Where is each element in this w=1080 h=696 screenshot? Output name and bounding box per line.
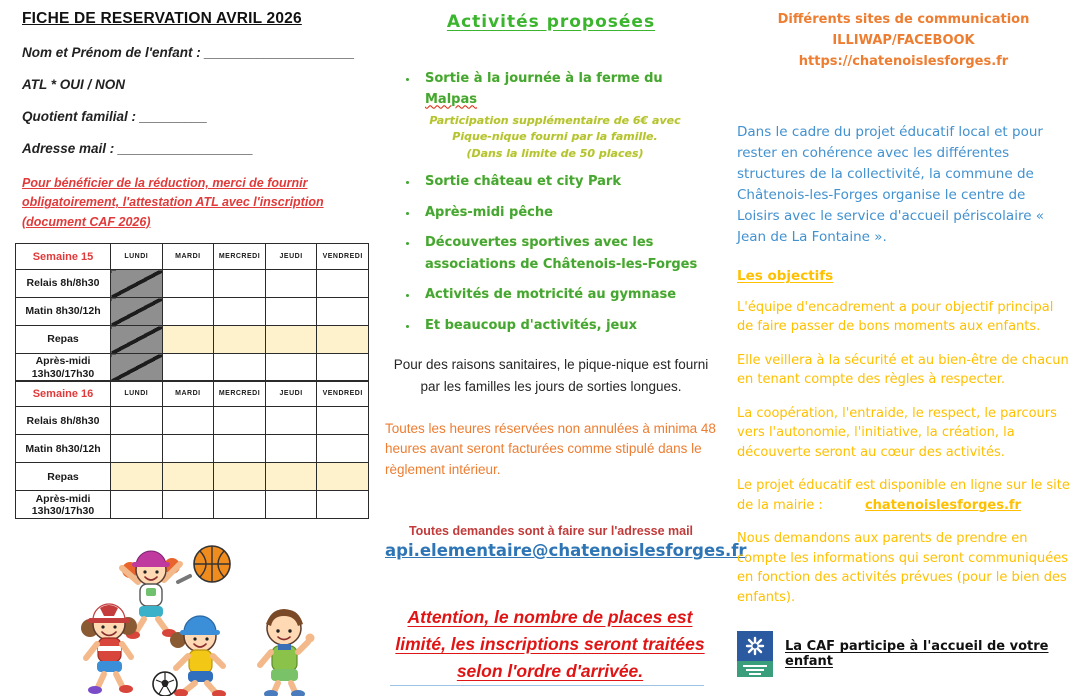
timeslot-label: Après-midi 13h30/17h30 <box>16 354 111 382</box>
farm-subnote-line-3: (Dans la limite de 50 places) <box>466 146 644 160</box>
reservation-cell-empty <box>317 491 369 519</box>
reservation-form-column <box>22 10 357 232</box>
reservation-cell-empty <box>214 270 266 298</box>
reservation-cell-empty <box>162 407 214 435</box>
objective-paragraph-1: L'équipe d'encadrement a pour objectif principal de faire passer de bons moments aux enfants. <box>737 299 1054 335</box>
reservation-cell-meal <box>265 463 317 491</box>
reservation-cell-empty <box>265 354 317 382</box>
reservation-cell-empty <box>265 407 317 435</box>
mairie-site-link[interactable]: chatenoislesforges.fr <box>864 497 1021 513</box>
activity-item-farm <box>419 68 717 162</box>
timeslot-label: Relais 8h/8h30 <box>16 407 111 435</box>
farm-subnote <box>405 113 705 163</box>
parents-note: Nous demandons aux parents de prendre en compte les informations qui seront communiquées en fonction des activités prévues (pour le bien des enfants). <box>737 531 1068 605</box>
activity-item-jeux: • Et beaucoup d'activités, jeux <box>419 315 717 336</box>
timeslot-label: Repas <box>16 326 111 354</box>
reservation-cell-empty <box>214 435 266 463</box>
reservation-cell-empty <box>317 407 369 435</box>
reservation-cell-empty <box>162 354 214 382</box>
activities-list <box>385 68 717 336</box>
attention-notice: Attention, le nombre de places est limité, les inscriptions seront traitées selon l'ordre d'arrivée. <box>395 606 705 682</box>
reservation-cell-empty <box>111 435 163 463</box>
girl-with-cap <box>81 604 137 694</box>
day-header: MARDI <box>162 244 214 270</box>
activities-column <box>385 0 747 696</box>
reservation-cell-empty <box>265 298 317 326</box>
reservation-cell-closed <box>111 326 163 354</box>
farm-subnote-line-1: Participation supplémentaire de 6€ avec <box>429 113 681 127</box>
day-header: MERCREDI <box>214 244 266 270</box>
sanitary-note: Pour des raisons sanitaires, le pique-nique est fourni par les familles les jours de sorties longues. <box>393 357 709 394</box>
activity-item-motricite: • Activités de motricité au gymnase <box>419 284 717 305</box>
activity-item-sport: • Découvertes sportives avec les associations de Châtenois-les-Forges <box>419 232 717 275</box>
caf-row <box>737 631 1070 677</box>
reservation-cell-meal <box>317 463 369 491</box>
field-adresse-mail: Adresse mail : __________________ <box>22 141 254 156</box>
objective-paragraph-2: Elle veillera à la sécurité et au bien-être de chacun en tenant compte des règles à respecter. <box>737 352 1069 388</box>
activity-farm-misspelled-word: Malpas <box>425 92 477 108</box>
week-label: Semaine 16 <box>16 381 111 407</box>
basketball-icon <box>178 546 230 582</box>
reservation-table-week-15 <box>15 243 369 382</box>
reservation-cell-empty <box>214 407 266 435</box>
timeslot-label: Après-midi 13h30/17h30 <box>16 491 111 519</box>
reservation-cell-meal <box>162 463 214 491</box>
day-header: JEUDI <box>265 244 317 270</box>
timeslot-label: Matin 8h30/12h <box>16 435 111 463</box>
form-title: FICHE DE RESERVATION AVRIL 2026 <box>22 10 302 27</box>
project-online-line <box>737 476 1070 515</box>
day-header: MERCREDI <box>214 381 266 407</box>
activity-item-peche: • Après-midi pêche <box>419 202 717 223</box>
bottom-divider-line <box>390 685 704 686</box>
activities-title: Activités proposées <box>446 12 656 32</box>
field-quotient-familial: Quotient familial : _________ <box>22 109 208 124</box>
project-intro-paragraph: Dans le cadre du projet éducatif local et pour rester en cohérence avec les différentes structures de la collectivité, la commune de Châtenois-les-Forges organise le centre de Loisirs avec le service d'accueil périscolaire « Jean de La Fontaine ». <box>737 124 1045 245</box>
objective-paragraph-3: La coopération, l'entraide, le respect, le parcours vers l'autonomie, l'initiative, la création, la découverte seront au cœur des activités. <box>737 405 1057 460</box>
reservation-cell-empty <box>317 298 369 326</box>
reservation-cell-empty <box>214 491 266 519</box>
week-label: Semaine 15 <box>16 244 111 270</box>
reservation-cell-empty <box>317 435 369 463</box>
information-column <box>737 10 1070 677</box>
reservation-cell-meal <box>265 326 317 354</box>
timeslot-label: Matin 8h30/12h <box>16 298 111 326</box>
reservation-cell-empty <box>162 491 214 519</box>
communication-channels: ILLIWAP/FACEBOOK <box>832 32 975 48</box>
communication-url-link[interactable]: https://chatenoislesforges.fr <box>798 53 1009 69</box>
day-header: MARDI <box>162 381 214 407</box>
communication-title: Différents sites de communication <box>777 12 1030 27</box>
reservation-cell-empty <box>162 270 214 298</box>
reservation-cell-empty <box>111 407 163 435</box>
caf-participation-note: La CAF participe à l'accueil de votre enfant <box>785 639 1049 670</box>
reservation-cell-empty <box>265 491 317 519</box>
activity-item-chateau: • Sortie château et city Park <box>419 171 717 192</box>
day-header: VENDREDI <box>317 381 369 407</box>
activity-farm-text: Sortie à la journée à la ferme du <box>425 71 663 86</box>
reservation-cell-empty <box>162 298 214 326</box>
reservation-cell-meal <box>214 326 266 354</box>
kid-kicking-ball <box>170 616 226 696</box>
reduction-note: Pour bénéficier de la réduction, merci de fournir obligatoirement, l'attestation ATL avec l'inscription (document CAF 2026) <box>22 176 324 229</box>
mail-block <box>385 523 747 560</box>
soccer-ball-icon <box>153 672 177 696</box>
day-header: LUNDI <box>111 381 163 407</box>
reservation-cell-closed <box>111 354 163 382</box>
billing-note: Toutes les heures réservées non annulées à minima 48 heures avant seront facturées comme stipulé dans le règlement intérieur. <box>385 421 716 477</box>
timeslot-label: Relais 8h/8h30 <box>16 270 111 298</box>
reservation-cell-empty <box>317 354 369 382</box>
reservation-cell-meal <box>111 463 163 491</box>
reservation-cell-empty <box>162 435 214 463</box>
caf-logo <box>737 631 773 677</box>
reservation-cell-meal <box>214 463 266 491</box>
field-atl-oui-non: ATL * OUI / NON <box>22 77 126 92</box>
reservation-table-week-16 <box>15 380 369 519</box>
reservation-tables <box>15 243 369 519</box>
project-online-text: Le projet éducatif est disponible en ligne sur le site de la mairie : <box>737 478 1070 513</box>
reservation-cell-empty <box>265 435 317 463</box>
reservation-cell-closed <box>111 270 163 298</box>
reservation-cell-closed <box>111 298 163 326</box>
reservation-cell-empty <box>265 270 317 298</box>
farm-subnote-line-2: Pique-nique fourni par la famille. <box>452 130 658 144</box>
reservation-cell-empty <box>111 491 163 519</box>
objectives-title: Les objectifs <box>737 267 834 284</box>
reservation-cell-empty <box>214 298 266 326</box>
day-header: LUNDI <box>111 244 163 270</box>
reservation-cell-empty <box>214 354 266 382</box>
mail-address-link[interactable]: api.elementaire@chatenoislesforges.fr <box>385 540 747 560</box>
communication-block <box>737 10 1070 72</box>
day-header: VENDREDI <box>317 244 369 270</box>
field-child-name: Nom et Prénom de l'enfant : ____________________ <box>22 45 355 60</box>
reservation-cell-meal <box>162 326 214 354</box>
children-playing-illustration <box>52 524 352 696</box>
timeslot-label: Repas <box>16 463 111 491</box>
day-header: JEUDI <box>265 381 317 407</box>
boy-green-shirt <box>260 609 315 696</box>
mail-instruction: Toutes demandes sont à faire sur l'adresse mail <box>408 523 694 538</box>
reservation-cell-meal <box>317 326 369 354</box>
reservation-cell-empty <box>317 270 369 298</box>
